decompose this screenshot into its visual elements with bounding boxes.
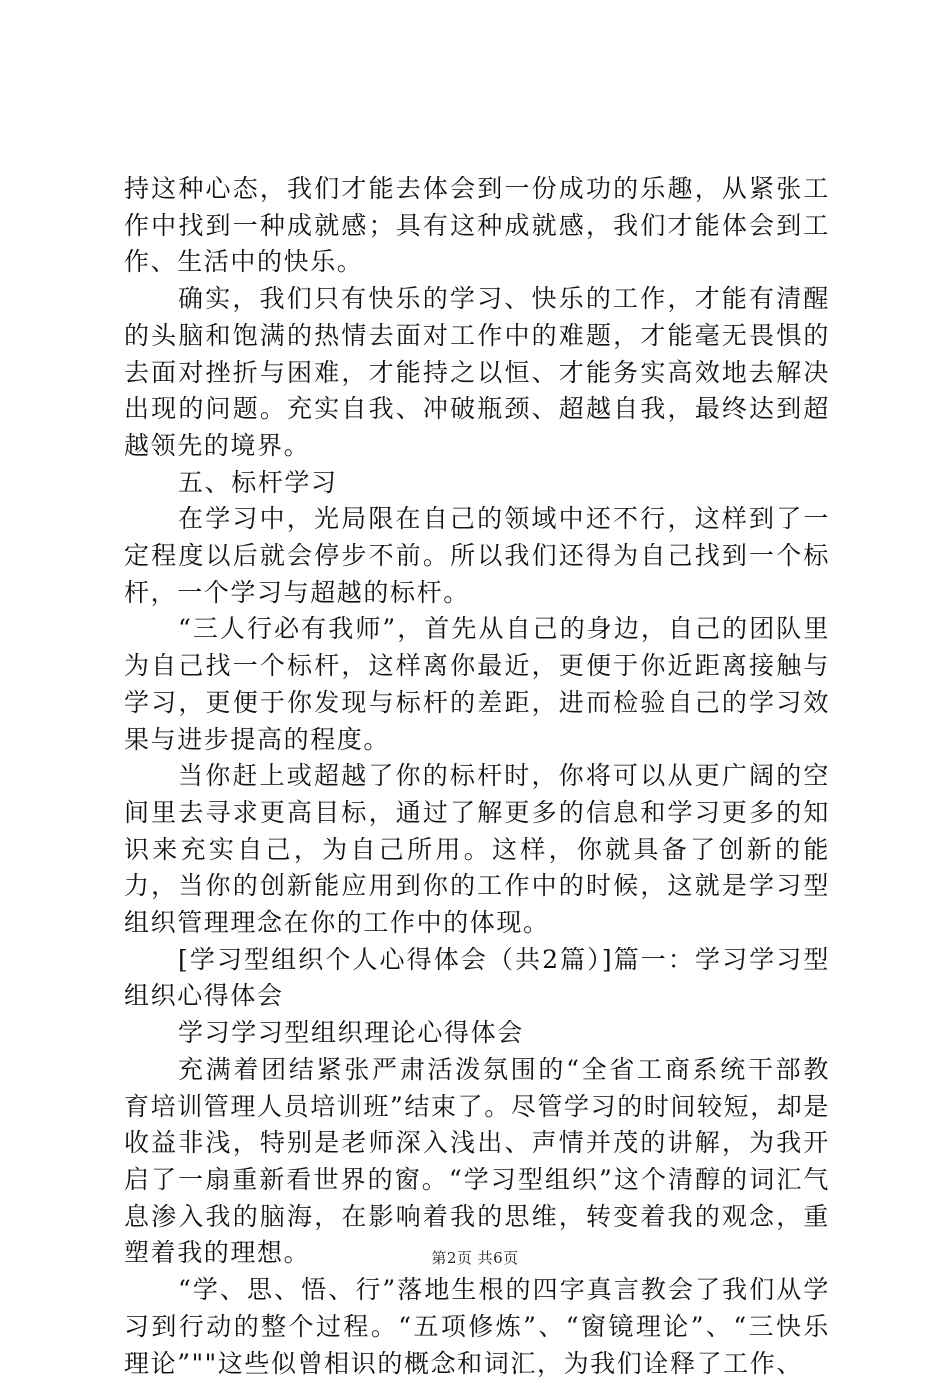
paragraph-three-people: “三人行必有我师”，首先从自己的身边，自己的团队里为自己找一个标杆，这样离你最近，更便于你近距离接触与学习，更便于你发现与标杆的差距，进而检验自己的学习效果与进步提高的程度。 <box>124 614 830 754</box>
paragraph-four-words: “学、思、悟、行”落地生根的四字真言教会了我们从学习到行动的整个过程。“五项修炼”、“窗镜理论”、“三快乐理论”""这些似曾相识的概念和词汇，为我们诠释了工作、 <box>124 1275 830 1378</box>
paragraph-training: 充满着团结紧张严肃活泼氛围的“全省工商系统干部教育培训管理人员培训班”结束了。尽管学习的时间较短，却是收益非浅，特别是老师深入浅出、声情并茂的讲解，为我开启了一扇重新看世界的窗。“学习型组织”这个清醇的词汇气息渗入我的脑海，在影响着我的思维，转变着我的观念，重塑着我的理想。 <box>124 1054 830 1268</box>
document-body <box>124 171 830 1382</box>
paragraph-happiness: 确实，我们只有快乐的学习、快乐的工作，才能有清醒的头脑和饱满的热情去面对工作中的难题，才能毫无畏惧的去面对挫折与困难，才能持之以恒、才能务实高效地去解决出现的问题。充实自我、冲破瓶颈、超越自我，最终达到超越领先的境界。 <box>124 284 830 460</box>
paragraph-surpass: 当你赶上或超越了你的标杆时，你将可以从更广阔的空间里去寻求更高目标，通过了解更多的信息和学习更多的知识来充实自己，为自己所用。这样，你就具备了创新的能力，当你的创新能应用到你的工作中的时候，这就是学习型组织管理理念在你的工作中的体现。 <box>124 761 830 938</box>
paragraph-benchmark-intro: 在学习中，光局限在自己的领域中还不行，这样到了一定程度以后就会停步不前。所以我们还得为自己找到一个标杆，一个学习与超越的标杆。 <box>124 504 830 607</box>
section-heading-benchmark: 五、标杆学习 <box>178 467 338 497</box>
page-footer: 第2页 共6页 <box>431 1249 519 1267</box>
article-title: [学习型组织个人心得体会（共2篇）]篇一：学习学习型组织心得体会 <box>124 944 830 1011</box>
paragraph-continuation: 持这种心态，我们才能去体会到一份成功的乐趣，从紧张工作中找到一种成就感；具有这种成就感，我们才能体会到工作、生活中的快乐。 <box>124 174 830 277</box>
article-subtitle: 学习学习型组织理论心得体会 <box>178 1018 524 1048</box>
